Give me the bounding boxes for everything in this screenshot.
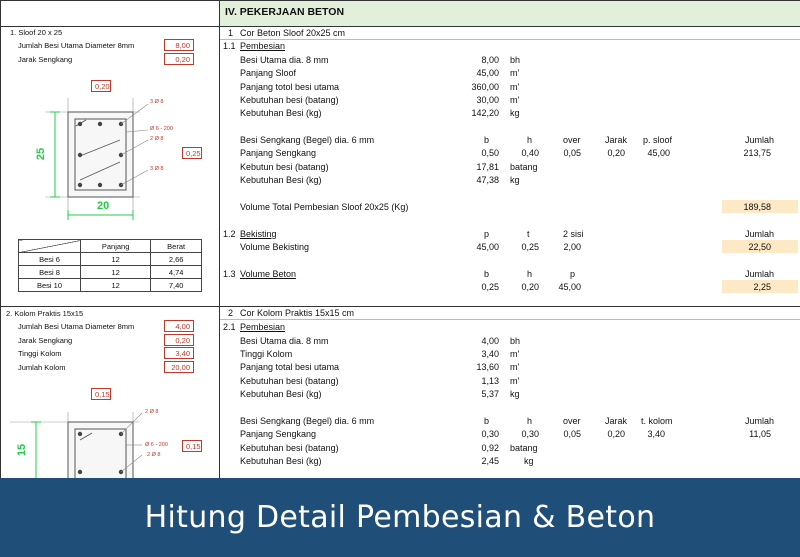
rebar-label: 2 Ø 8 xyxy=(145,409,159,415)
row-unit: m' xyxy=(510,82,520,92)
divider-header xyxy=(0,26,800,27)
row-value[interactable]: 4,00 xyxy=(481,336,499,346)
row-value[interactable]: 45,00 xyxy=(558,282,581,292)
row-label: Kebutuhan Besi (kg) xyxy=(240,108,322,118)
row-label: Kebutuhan besi (batang) xyxy=(240,376,339,386)
row-label: Besi Sengkang (Begel) dia. 6 mm xyxy=(240,416,375,426)
row-unit: m' xyxy=(510,362,520,372)
table-row xyxy=(19,253,202,266)
col-header: h xyxy=(527,135,533,145)
divider-section xyxy=(0,306,800,307)
param-value-box[interactable]: 0,20 xyxy=(164,334,194,346)
footer-title: Hitung Detail Pembesian & Beton xyxy=(144,500,656,535)
row-value[interactable]: 0,20 xyxy=(521,282,539,292)
row-label: Besi Utama dia. 8 mm xyxy=(240,336,329,346)
param-value-box[interactable]: 8,00 xyxy=(164,39,194,51)
col-header: h xyxy=(527,416,533,426)
row-value[interactable]: 1,13 xyxy=(481,376,499,386)
subsection-number: 1.1 xyxy=(223,41,236,51)
kolom-section-drawing xyxy=(0,400,219,478)
row-label: Kebutuhan Besi (kg) xyxy=(240,389,322,399)
left-section-1-title: 1. Sloof 20 x 25 xyxy=(10,28,63,37)
col-header: 2 sisi xyxy=(563,229,584,239)
row-label: Volume Bekisting xyxy=(240,242,310,252)
row-unit: kg xyxy=(510,108,520,118)
drawing-dim-box[interactable]: 0,15 xyxy=(91,388,111,400)
col-header: over xyxy=(563,135,581,145)
param-label: Jarak Sengkang xyxy=(18,55,73,64)
rebar-label: 3 Ø 8 xyxy=(150,166,164,172)
subsection-title: Bekisting xyxy=(240,229,277,239)
row-unit: m' xyxy=(510,68,520,78)
section-title: Cor Beton Sloof 20x25 cm xyxy=(240,28,346,38)
rebar-label: 3 Ø 8 xyxy=(150,99,164,105)
row-unit: batang xyxy=(510,443,538,453)
row-value[interactable]: 0,05 xyxy=(563,148,581,158)
row-label: Kebutuhan Besi (kg) xyxy=(240,456,322,466)
row-value[interactable]: 213,75 xyxy=(743,148,771,158)
param-value-box[interactable]: 3,40 xyxy=(164,347,194,359)
row-unit: m' xyxy=(510,376,520,386)
col-header: Jumlah xyxy=(745,269,775,279)
param-value-box[interactable]: 0,20 xyxy=(164,53,194,65)
col-header: t xyxy=(527,229,530,239)
row-value[interactable]: 0,20 xyxy=(607,429,625,439)
col-header: Jarak xyxy=(605,135,628,145)
row-value[interactable]: 0,05 xyxy=(563,429,581,439)
row-label: Kebutuhan Besi (kg) xyxy=(240,175,322,185)
drawing-dim-box[interactable]: 0,20 xyxy=(91,80,111,92)
row-value[interactable]: 0,40 xyxy=(521,148,539,158)
row-unit: kg xyxy=(510,175,520,185)
col-header: b xyxy=(484,416,490,426)
col-header: Jumlah xyxy=(745,229,775,239)
row-unit: m' xyxy=(510,349,520,359)
col-header: p xyxy=(484,229,490,239)
param-value-box[interactable]: 4,00 xyxy=(164,320,194,332)
param-label: Jumlah Kolom xyxy=(18,363,66,372)
row-value[interactable]: 2,00 xyxy=(563,242,581,252)
row-value[interactable]: 0,50 xyxy=(481,148,499,158)
table-row xyxy=(19,266,202,279)
total-value[interactable]: 2,25 xyxy=(753,282,771,292)
table-cell: 7,40 xyxy=(151,279,202,292)
subsection-title: Pembesian xyxy=(240,41,286,51)
row-value[interactable]: 360,00 xyxy=(471,82,499,92)
section-number: 2 xyxy=(228,308,234,318)
param-label: Jumlah Besi Utama Diameter 8mm xyxy=(18,41,135,50)
table-header-row xyxy=(19,240,202,253)
divider-vertical-mid xyxy=(219,0,220,478)
table-cell: 12 xyxy=(81,253,151,266)
col-header: Jumlah xyxy=(745,135,775,145)
rebar-label: 2 Ø 8 xyxy=(147,452,161,458)
dim-height-label: 25 xyxy=(35,147,48,161)
row-value[interactable]: 5,37 xyxy=(481,389,499,399)
total-value[interactable]: 22,50 xyxy=(748,242,771,252)
row-unit: m' xyxy=(510,95,520,105)
row-value[interactable]: 0,92 xyxy=(481,443,499,453)
row-value[interactable]: 45,00 xyxy=(476,242,499,252)
param-label: Jarak Sengkang xyxy=(18,336,73,345)
row-value[interactable]: 45,00 xyxy=(476,68,499,78)
row-label: Kebutuhan besi (batang) xyxy=(240,443,339,453)
col-header: b xyxy=(484,269,490,279)
table-header-cell xyxy=(19,240,81,253)
row-unit: batang xyxy=(510,162,538,172)
row-value[interactable]: 30,00 xyxy=(476,95,499,105)
row-unit: kg xyxy=(524,456,534,466)
drawing-dim-box[interactable]: 0,15 xyxy=(182,440,202,452)
row-unit: bh xyxy=(510,336,521,346)
row-label: Besi Sengkang (Begel) dia. 6 mm xyxy=(240,135,375,145)
row-value[interactable]: 3,40 xyxy=(647,429,665,439)
table-cell: Besi 10 xyxy=(19,279,81,292)
section-title: Cor Kolom Praktis 15x15 cm xyxy=(240,308,355,318)
rebar-label: Ø 6 - 200 xyxy=(150,126,173,132)
row-value[interactable]: 142,20 xyxy=(471,108,499,118)
row-label: Kebutuhan besi (batang) xyxy=(240,95,339,105)
row-value[interactable]: 2,45 xyxy=(481,456,499,466)
dim-width-label: 20 xyxy=(97,200,110,212)
section-number: 1 xyxy=(228,28,234,38)
row-value[interactable]: 0,20 xyxy=(607,148,625,158)
left-section-2-title: 2. Kolom Praktis 15x15 xyxy=(6,309,84,318)
subsection-title: Volume Beton xyxy=(240,269,297,279)
col-header: over xyxy=(563,416,581,426)
divider-subheader-2 xyxy=(220,319,800,320)
total-value[interactable]: 189,58 xyxy=(743,202,771,212)
dim-height-label: 15 xyxy=(16,443,29,457)
param-label: Tinggi Kolom xyxy=(18,349,62,358)
row-value[interactable]: 45,00 xyxy=(647,148,670,158)
col-header: Jarak xyxy=(605,416,628,426)
table-cell: 2,66 xyxy=(151,253,202,266)
table-cell: 12 xyxy=(81,266,151,279)
row-value[interactable]: 3,40 xyxy=(481,349,499,359)
col-header: Jumlah xyxy=(745,416,775,426)
rebar-weight-table xyxy=(18,239,202,292)
row-value[interactable]: 8,00 xyxy=(481,55,499,65)
row-value[interactable]: 13,60 xyxy=(476,362,499,372)
table-header-cell: Berat xyxy=(151,240,202,253)
row-unit: bh xyxy=(510,55,521,65)
row-value[interactable]: 0,25 xyxy=(521,242,539,252)
row-label: Panjang Sengkang xyxy=(240,148,317,158)
row-label: Panjang Sloof xyxy=(240,68,297,78)
subsection-number: 1.3 xyxy=(223,269,236,279)
rebar-label: Ø 6 - 200 xyxy=(145,442,168,448)
subsection-number: 1.2 xyxy=(223,229,236,239)
footer-banner xyxy=(0,478,800,557)
col-header: p. sloof xyxy=(643,135,673,145)
table-header-cell: Panjang xyxy=(81,240,151,253)
table-row xyxy=(19,279,202,292)
subsection-number: 2.1 xyxy=(223,322,236,332)
section-header[interactable]: IV. PEKERJAAN BETON xyxy=(225,6,345,18)
row-label: Kebutun besi (batang) xyxy=(240,162,329,172)
table-cell: Besi 8 xyxy=(19,266,81,279)
divider-subheader-1 xyxy=(220,39,800,40)
row-value[interactable]: 0,25 xyxy=(481,282,499,292)
col-header: b xyxy=(484,135,490,145)
col-header: t. kolom xyxy=(641,416,673,426)
row-label: Panjang Sengkang xyxy=(240,429,317,439)
row-label: Panjang total besi utama xyxy=(240,362,340,372)
divider-top xyxy=(0,0,800,1)
row-label: Tinggi Kolom xyxy=(240,349,293,359)
drawing-dim-box[interactable]: 0,25 xyxy=(182,147,202,159)
row-value[interactable]: 17,81 xyxy=(476,162,499,172)
subsection-title: Pembesian xyxy=(240,322,286,332)
row-value[interactable]: 47,38 xyxy=(476,175,499,185)
row-label: Besi Utama dia. 8 mm xyxy=(240,55,329,65)
row-unit: kg xyxy=(510,389,520,399)
rebar-label: 2 Ø 8 xyxy=(150,136,164,142)
row-label: Volume Total Pembesian Sloof 20x25 (Kg) xyxy=(240,202,409,212)
param-value-box[interactable]: 20,00 xyxy=(164,361,194,373)
table-cell: 4,74 xyxy=(151,266,202,279)
row-value[interactable]: 0,30 xyxy=(481,429,499,439)
row-value[interactable]: 0,30 xyxy=(521,429,539,439)
row-label: Panjang totol besi utama xyxy=(240,82,340,92)
table-cell: 12 xyxy=(81,279,151,292)
row-value[interactable]: 11,05 xyxy=(749,429,771,439)
param-label: Jumlah Besi Utama Diameter 8mm xyxy=(18,322,135,331)
table-cell: Besi 6 xyxy=(19,253,81,266)
col-header: p xyxy=(570,269,576,279)
col-header: h xyxy=(527,269,533,279)
